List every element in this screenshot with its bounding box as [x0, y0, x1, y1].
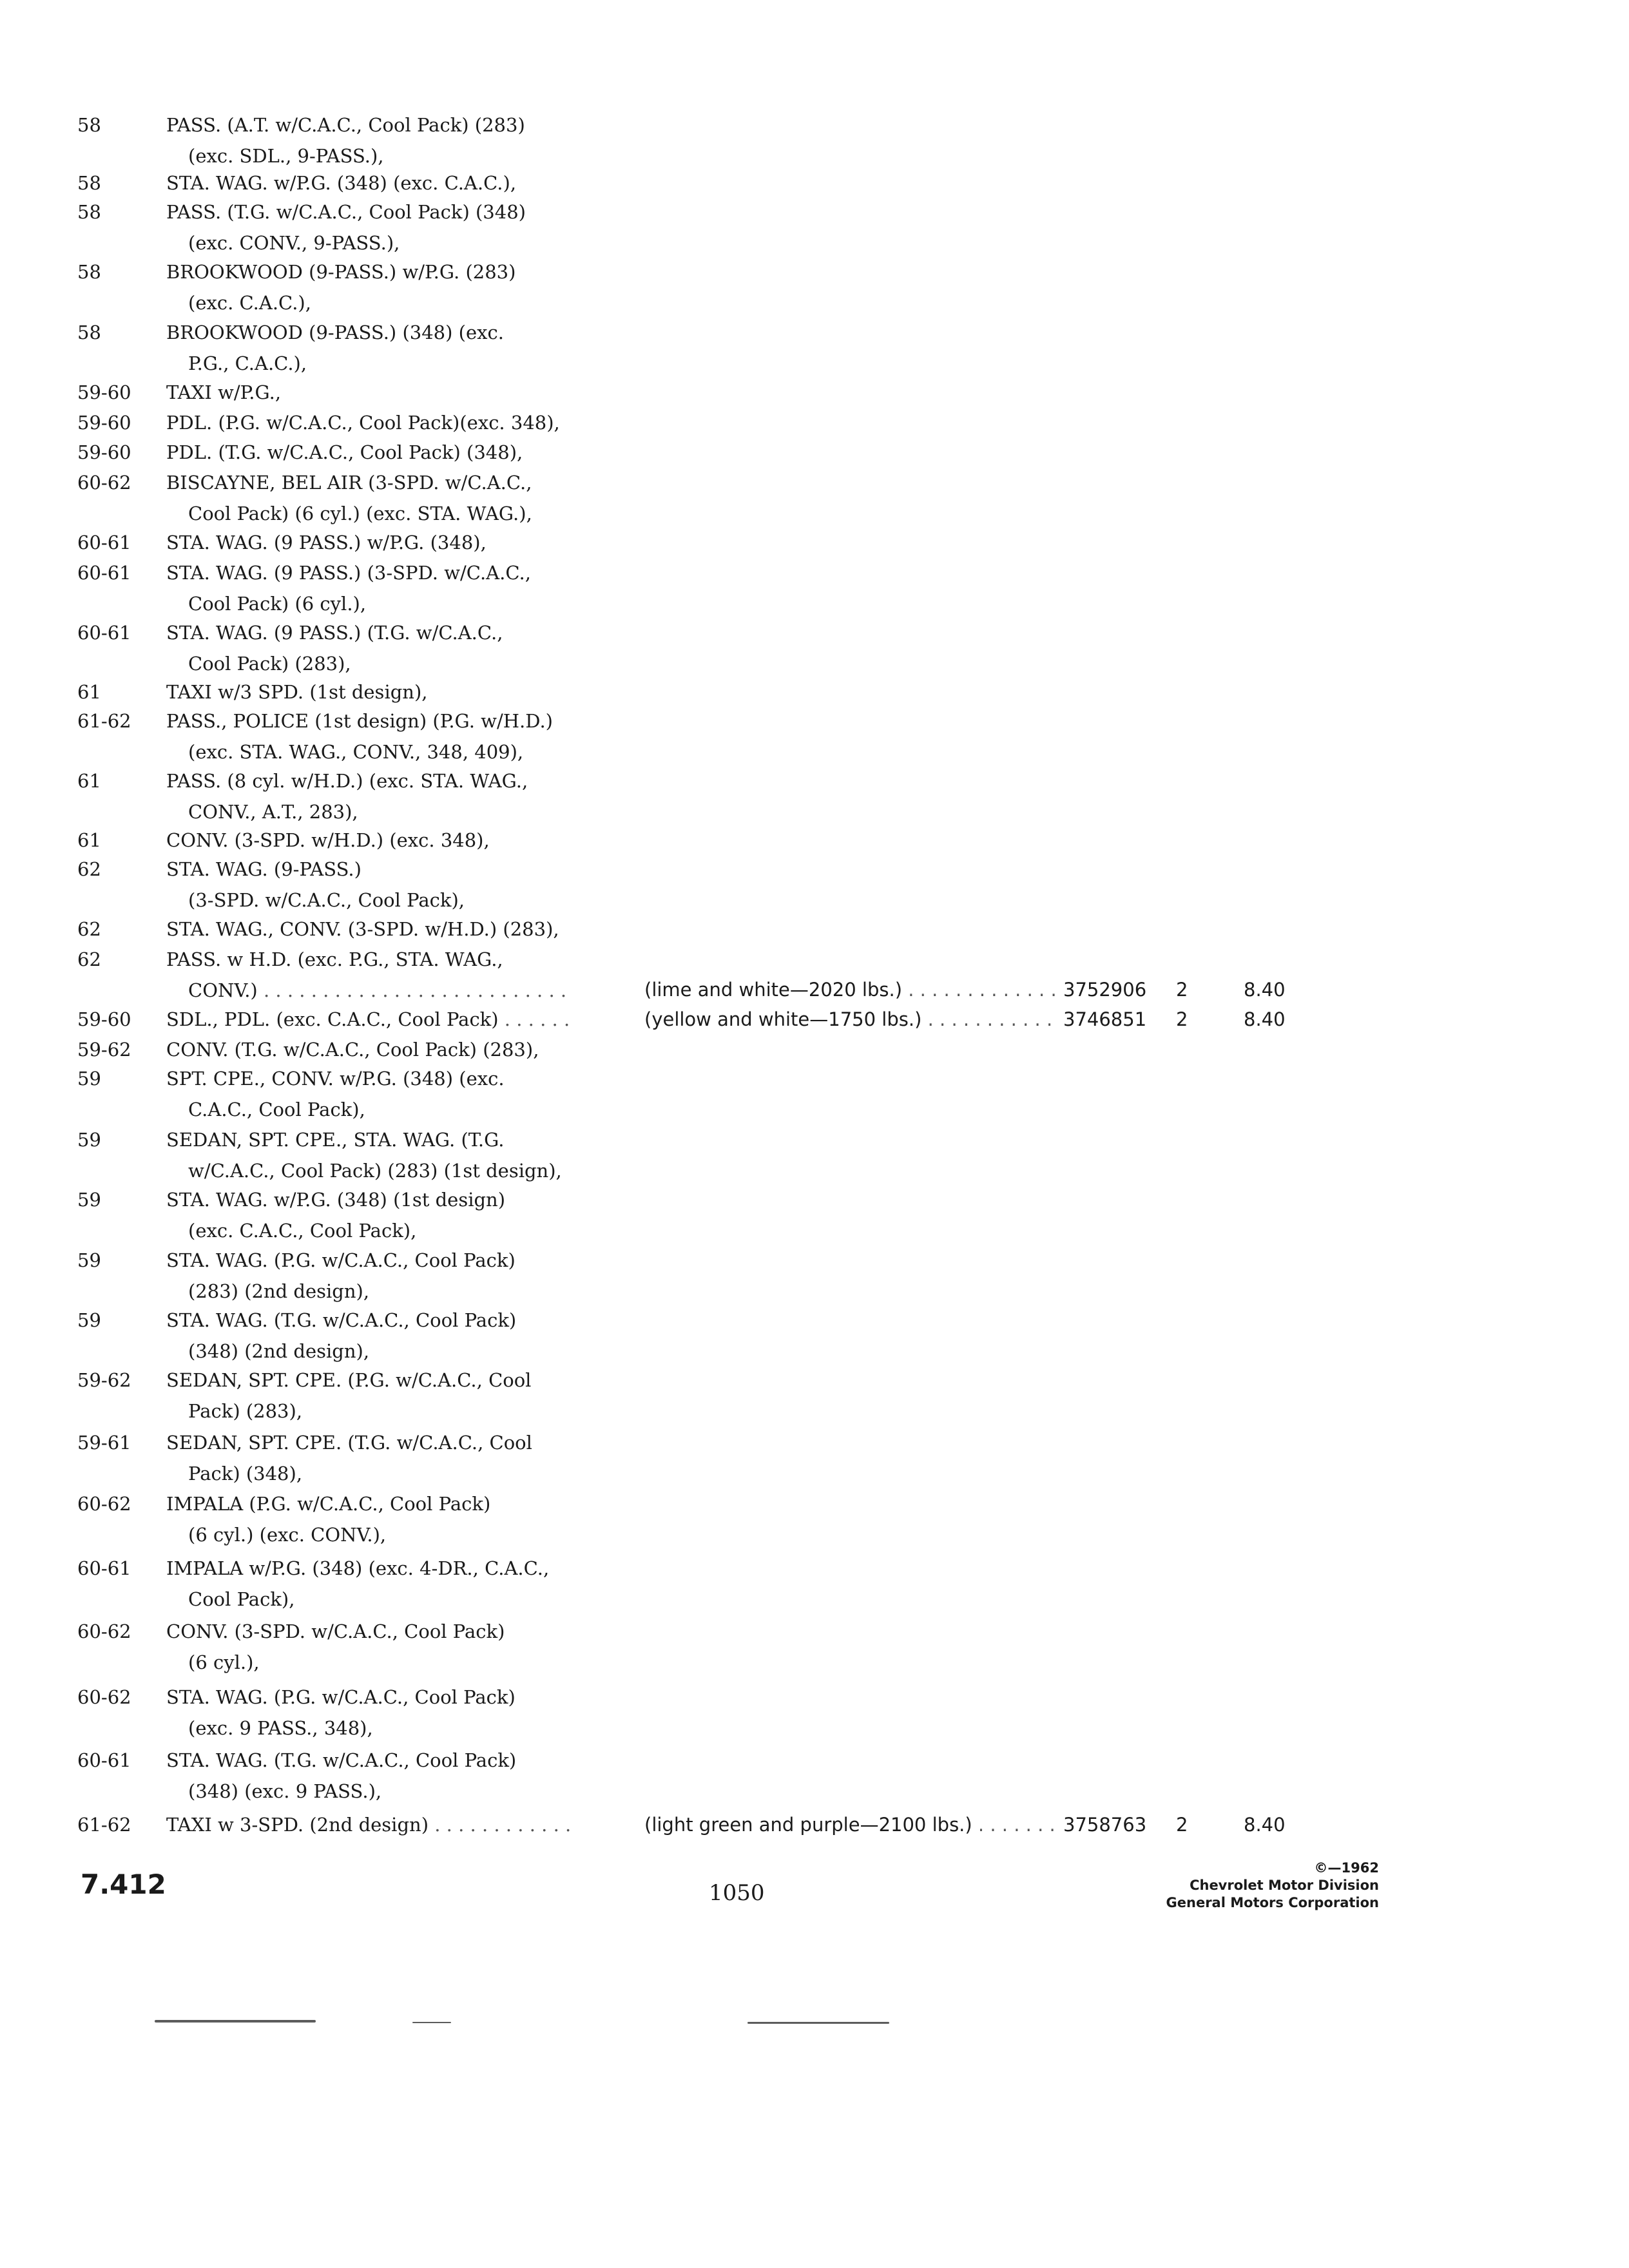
model-years: 61-62 [77, 1814, 131, 1836]
application-description-continued: (exc. 9 PASS., 348), [188, 1717, 373, 1739]
application-description-continued: (6 cyl.) (exc. CONV.), [188, 1524, 387, 1546]
model-years: 59-61 [77, 1432, 131, 1454]
application-description: CONV. (3-SPD. w/C.A.C., Cool Pack) [166, 1620, 505, 1642]
part-quantity: 2 [1176, 979, 1188, 1001]
application-description-continued: (exc. SDL., 9-PASS.), [188, 145, 384, 167]
application-description-continued: Cool Pack) (6 cyl.), [188, 593, 367, 615]
model-years: 58 [77, 322, 101, 343]
application-description: STA. WAG., CONV. (3-SPD. w/H.D.) (283), [166, 918, 559, 940]
model-years: 59-60 [77, 412, 131, 434]
application-description: SEDAN, SPT. CPE. (P.G. w/C.A.C., Cool [166, 1369, 532, 1391]
application-description: BROOKWOOD (9-PASS.) (348) (exc. [166, 322, 504, 343]
application-description: CONV. (3-SPD. w/H.D.) (exc. 348), [166, 829, 490, 851]
application-description: STA. WAG. w/P.G. (348) (exc. C.A.C.), [166, 172, 517, 194]
application-description: IMPALA w/P.G. (348) (exc. 4-DR., C.A.C., [166, 1557, 550, 1579]
application-description-continued: Pack) (283), [188, 1400, 303, 1422]
part-description: (lime and white—2020 lbs.) . . . [644, 974, 1057, 1005]
copyright-block [1057, 1860, 1379, 1912]
application-description: TAXI w/3 SPD. (1st design), [166, 681, 428, 703]
application-description: STA. WAG. (9 PASS.) (3-SPD. w/C.A.C., [166, 562, 531, 584]
model-years: 61 [77, 681, 101, 703]
part-description: (light green and purple—2100 lbs.) . . . [644, 1809, 1057, 1840]
model-years: 59 [77, 1068, 101, 1090]
application-description: PDL. (T.G. w/C.A.C., Cool Pack) (348), [166, 441, 523, 463]
application-description-continued: (exc. C.A.C., Cool Pack), [188, 1220, 417, 1242]
application-description: PDL. (P.G. w/C.A.C., Cool Pack)(exc. 348), [166, 412, 560, 434]
application-description: STA. WAG. w/P.G. (348) (1st design) [166, 1189, 506, 1211]
model-years: 62 [77, 918, 101, 940]
model-years: 60-62 [77, 1686, 131, 1708]
division-name: Chevrolet Motor Division [1190, 1878, 1379, 1893]
application-description: SDL., PDL. (exc. C.A.C., Cool Pack) . . . [166, 1004, 574, 1035]
model-years: 58 [77, 261, 101, 283]
model-years: 62 [77, 948, 101, 970]
application-description-continued: Cool Pack), [188, 1588, 295, 1610]
model-years: 58 [77, 172, 101, 194]
model-years: 59 [77, 1129, 101, 1151]
part-price: 8.40 [1244, 979, 1286, 1001]
application-description: SPT. CPE., CONV. w/P.G. (348) (exc. [166, 1068, 505, 1090]
model-years: 59 [77, 1249, 101, 1271]
part-price: 8.40 [1244, 1008, 1286, 1030]
application-description: BISCAYNE, BEL AIR (3-SPD. w/C.A.C., [166, 472, 532, 494]
application-description: PASS. (8 cyl. w/H.D.) (exc. STA. WAG., [166, 770, 528, 792]
model-years: 60-61 [77, 1749, 131, 1771]
scan-smudge [412, 2022, 451, 2023]
application-description-continued: (exc. CONV., 9-PASS.), [188, 232, 400, 254]
model-years: 58 [77, 201, 101, 223]
model-years: 61 [77, 770, 101, 792]
application-description: SEDAN, SPT. CPE., STA. WAG. (T.G. [166, 1129, 505, 1151]
part-number: 3752906 [1063, 979, 1147, 1001]
model-years: 60-61 [77, 562, 131, 584]
application-description: BROOKWOOD (9-PASS.) w/P.G. (283) [166, 261, 516, 283]
application-description-continued: w/C.A.C., Cool Pack) (283) (1st design), [188, 1160, 562, 1182]
model-years: 58 [77, 114, 101, 136]
model-years: 59-62 [77, 1369, 131, 1391]
application-description-continued: (exc. C.A.C.), [188, 292, 311, 314]
part-quantity: 2 [1176, 1008, 1188, 1030]
model-years: 62 [77, 858, 101, 880]
model-years: 59 [77, 1189, 101, 1211]
application-description-continued: Pack) (348), [188, 1463, 303, 1485]
part-description: (yellow and white—1750 lbs.) . . . [644, 1004, 1057, 1035]
scan-smudge [747, 2022, 889, 2024]
page-number: 1050 [709, 1880, 765, 1906]
application-description-continued: C.A.C., Cool Pack), [188, 1099, 365, 1120]
model-years: 60-62 [77, 472, 131, 494]
application-description: IMPALA (P.G. w/C.A.C., Cool Pack) [166, 1493, 491, 1515]
application-description-continued: Cool Pack) (6 cyl.) (exc. STA. WAG.), [188, 503, 532, 524]
application-description: PASS. w H.D. (exc. P.G., STA. WAG., [166, 948, 503, 970]
application-description-continued: CONV.) . . . [188, 975, 574, 1006]
application-description: PASS., POLICE (1st design) (P.G. w/H.D.) [166, 710, 553, 732]
application-description-continued: P.G., C.A.C.), [188, 352, 307, 374]
application-description: STA. WAG. (T.G. w/C.A.C., Cool Pack) [166, 1309, 517, 1331]
model-years: 60-62 [77, 1493, 131, 1515]
model-years: 60-61 [77, 622, 131, 644]
model-years: 60-61 [77, 1557, 131, 1579]
model-years: 59-60 [77, 441, 131, 463]
application-description-continued: (348) (2nd design), [188, 1340, 370, 1362]
application-description: CONV. (T.G. w/C.A.C., Cool Pack) (283), [166, 1039, 539, 1061]
application-description-continued: CONV., A.T., 283), [188, 801, 358, 823]
application-description: STA. WAG. (T.G. w/C.A.C., Cool Pack) [166, 1749, 517, 1771]
model-years: 59 [77, 1309, 101, 1331]
application-description: STA. WAG. (9 PASS.) (T.G. w/C.A.C., [166, 622, 503, 644]
application-description: SEDAN, SPT. CPE. (T.G. w/C.A.C., Cool [166, 1432, 532, 1454]
model-years: 59-62 [77, 1039, 131, 1061]
application-description: STA. WAG. (P.G. w/C.A.C., Cool Pack) [166, 1249, 516, 1271]
application-description-continued: (348) (exc. 9 PASS.), [188, 1780, 382, 1802]
part-quantity: 2 [1176, 1814, 1188, 1836]
application-description-continued: (283) (2nd design), [188, 1280, 370, 1302]
application-description: TAXI w/P.G., [166, 381, 282, 403]
application-description: TAXI w 3-SPD. (2nd design) . . . [166, 1809, 574, 1840]
application-description: PASS. (A.T. w/C.A.C., Cool Pack) (283) [166, 114, 525, 136]
application-description: PASS. (T.G. w/C.A.C., Cool Pack) (348) [166, 201, 526, 223]
model-years: 60-62 [77, 1620, 131, 1642]
application-description-continued: (exc. STA. WAG., CONV., 348, 409), [188, 741, 524, 763]
copyright-year: ©—1962 [1314, 1860, 1379, 1876]
model-years: 59-60 [77, 1008, 131, 1030]
model-years: 61-62 [77, 710, 131, 732]
section-number: 7.412 [81, 1869, 166, 1900]
application-description: STA. WAG. (9 PASS.) w/P.G. (348), [166, 532, 487, 553]
corporation-name: General Motors Corporation [1166, 1895, 1379, 1910]
part-number: 3746851 [1063, 1008, 1147, 1030]
application-description-continued: (6 cyl.), [188, 1651, 260, 1673]
application-description-continued: (3-SPD. w/C.A.C., Cool Pack), [188, 889, 465, 911]
application-description: STA. WAG. (P.G. w/C.A.C., Cool Pack) [166, 1686, 516, 1708]
application-description: STA. WAG. (9-PASS.) [166, 858, 361, 880]
application-description-continued: Cool Pack) (283), [188, 653, 351, 675]
model-years: 60-61 [77, 532, 131, 553]
part-price: 8.40 [1244, 1814, 1286, 1836]
scan-smudge [155, 2020, 316, 2023]
model-years: 59-60 [77, 381, 131, 403]
model-years: 61 [77, 829, 101, 851]
part-number: 3758763 [1063, 1814, 1147, 1836]
